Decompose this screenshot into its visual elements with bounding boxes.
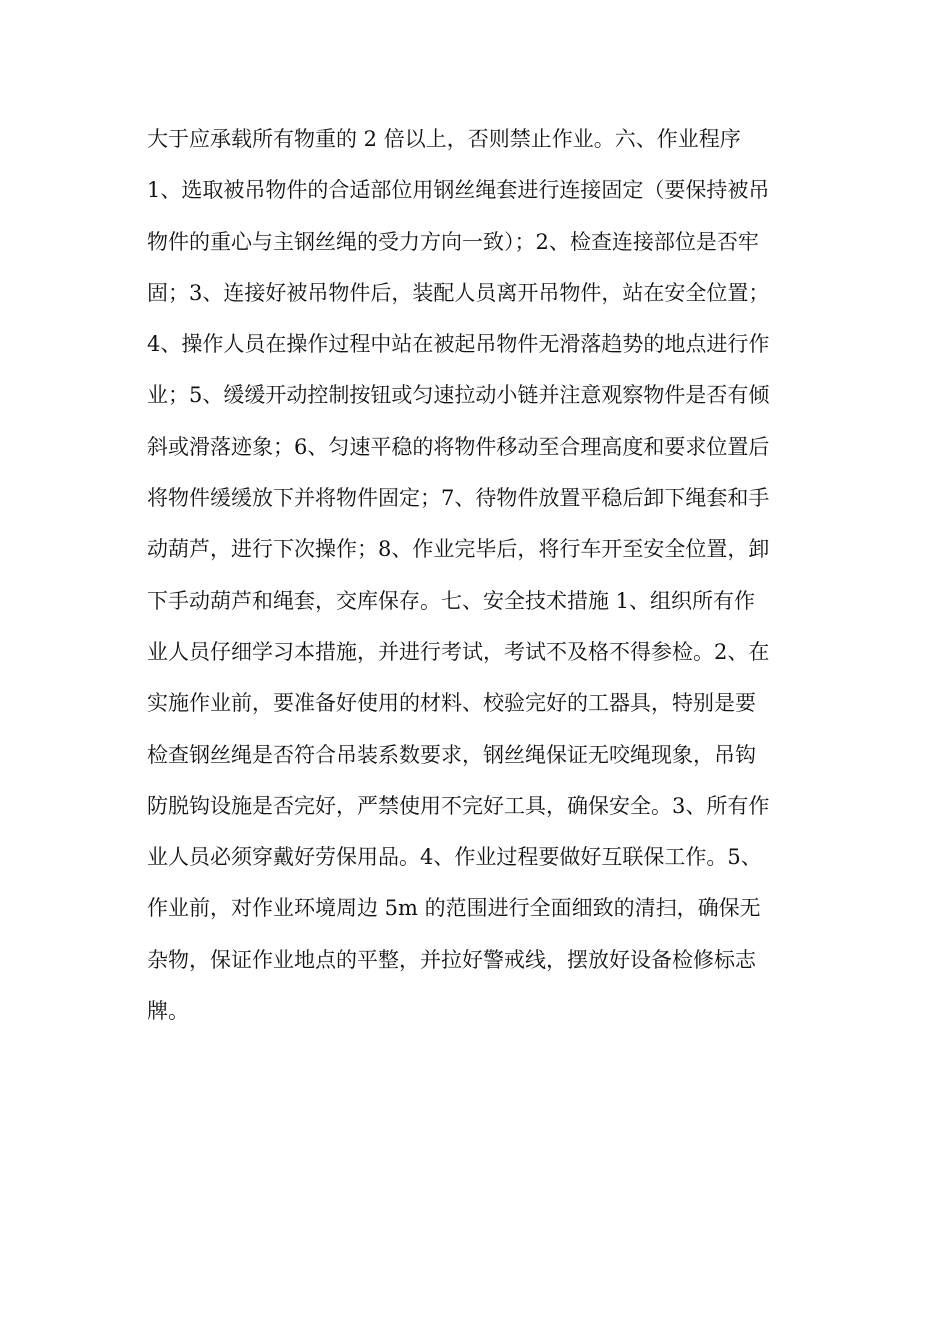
text-line: 下手动葫芦和绳套，交库保存。七、安全技术措施 1、组织所有作 (147, 588, 756, 613)
text-line: 固；3、连接好被吊物件后，装配人员离开吊物件，站在安全位置； (147, 280, 770, 305)
text-line: 防脱钩设施是否完好，严禁使用不完好工具，确保安全。3、所有作 (147, 793, 770, 818)
text-line: 杂物，保证作业地点的平整，并拉好警戒线，摆放好设备检修标志 (147, 947, 756, 972)
text-line: 作业前，对作业环境周边 5m 的范围进行全面细致的清扫，确保无 (147, 896, 761, 921)
text-line: 物件的重心与主钢丝绳的受力方向一致）；2、检查连接部位是否牢 (147, 229, 759, 254)
text-line: 将物件缓缓放下并将物件固定；7、待物件放置平稳后卸下绳套和手 (147, 486, 770, 511)
body-text (147, 114, 812, 1037)
text-line: 斜或滑落迹象；6、匀速平稳的将物件移动至合理高度和要求位置后 (147, 434, 770, 459)
text-line: 4、操作人员在操作过程中站在被起吊物件无滑落趋势的地点进行作 (147, 332, 770, 357)
text-line: 动葫芦，进行下次操作；8、作业完毕后，将行车开至安全位置，卸 (147, 537, 770, 562)
text-line: 检查钢丝绳是否符合吊装系数要求，钢丝绳保证无咬绳现象，吊钩 (147, 742, 756, 767)
text-line: 1、选取被吊物件的合适部位用钢丝绳套进行连接固定（要保持被吊 (147, 178, 770, 203)
text-line: 实施作业前，要准备好使用的材料、校验完好的工器具，特别是要 (147, 691, 756, 716)
text-line: 业人员必须穿戴好劳保用品。4、作业过程要做好互联保工作。5、 (147, 845, 762, 870)
text-line: 大于应承载所有物重的 2 倍以上，否则禁止作业。六、作业程序 (147, 127, 741, 151)
text-line: 业；5、缓缓开动控制按钮或匀速拉动小链并注意观察物件是否有倾 (147, 383, 770, 408)
text-line: 业人员仔细学习本措施，并进行考试，考试不及格不得参检。2、在 (147, 639, 770, 664)
text-line: 牌。 (147, 999, 189, 1024)
